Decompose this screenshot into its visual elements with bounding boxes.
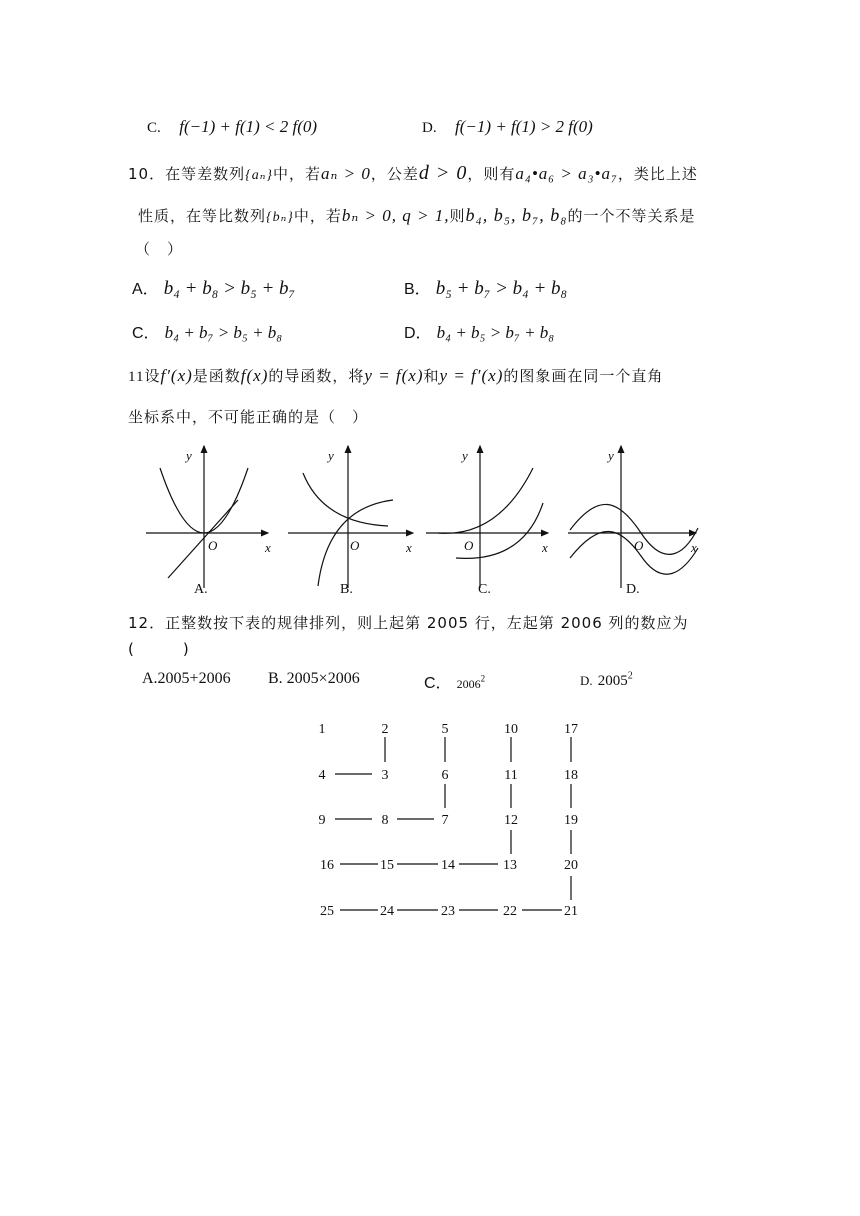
graph-b-x-label: x (406, 540, 412, 555)
q11-stem-line1 (128, 365, 663, 386)
q10-seq-a: {aₙ} (245, 168, 273, 183)
q10-option-b (404, 276, 567, 300)
q12-option-c-label: C． (424, 675, 452, 692)
q10-stem-line1 (128, 162, 698, 185)
graph-d-x-label: x (691, 540, 697, 555)
grid-cell: 19 (564, 813, 578, 828)
q9-option-d-label: D. (422, 120, 437, 136)
q11-graphs (138, 438, 708, 603)
q10-cond-a: aₙ > 0 (321, 164, 371, 183)
grid-cell: 3 (381, 768, 389, 783)
q11-stem-line2: 坐标系中，不可能正确的是（ ） (128, 408, 369, 426)
graph-c-y-label: y (462, 448, 468, 463)
q12-option-c-exp: 2 (480, 673, 486, 684)
q11-text: 的图象画在同一个直角 (503, 367, 664, 385)
graph-d-y-label: y (608, 448, 614, 463)
q12-text: 正整数按下表的规律排列，则上起第 2005 行，左起第 2006 列的数应为 (165, 614, 689, 632)
q12-number: 12． (128, 614, 166, 632)
q9-option-d-expr: f(−1) + f(1) > 2 f(0) (455, 117, 593, 136)
grid-cell: 9 (318, 813, 326, 828)
graph-a-y-label: y (186, 448, 192, 463)
grid-cell: 22 (503, 904, 517, 919)
graph-c-origin: O (464, 538, 474, 553)
q11-fprime: f′(x) (160, 366, 193, 385)
q10-option-d-expr: b₄ + b₅ > b₇ + b₈ (436, 323, 555, 342)
graph-b-curve1 (303, 473, 388, 526)
q10-number: 10． (128, 165, 166, 183)
graph-c-curve1 (438, 468, 533, 533)
q12-option-c (424, 670, 485, 693)
q10-cond-d: d > 0 (418, 162, 468, 184)
grid-cell: 20 (564, 858, 578, 873)
q10-paren: （ ） (135, 240, 184, 258)
q10-text: ，公差 (370, 165, 419, 183)
grid-cell: 11 (504, 768, 518, 783)
q12-option-b: B. 2005×2006 (268, 670, 360, 687)
q12-option-d-label: D. (580, 673, 593, 688)
q10-text: 中，若 (272, 165, 321, 183)
grid-cell: 2 (381, 722, 389, 737)
q10-option-a-label: A． (132, 281, 159, 298)
graph-d-caption: D. (626, 582, 640, 597)
q11-y-fprime: y = f′(x) (439, 366, 504, 385)
grid-cell: 12 (504, 813, 518, 828)
q10-option-c-label: C． (132, 325, 160, 342)
grid-cell: 16 (320, 858, 334, 873)
graph-a-origin: O (208, 538, 218, 553)
q10-text: 在等差数列 (165, 165, 246, 183)
q12-option-d-base: 2005 (597, 673, 628, 689)
q12-option-d-exp: 2 (627, 670, 633, 682)
q10-option-d (404, 320, 554, 343)
q12-option-d (580, 670, 633, 690)
graph-b-origin: O (350, 538, 360, 553)
graph-b-caption: B. (340, 582, 353, 597)
grid-cell: 4 (318, 768, 326, 783)
q11-text: 设 (144, 367, 161, 385)
q10-option-b-label: B． (404, 281, 431, 298)
q12-option-c-base: 2006 (456, 677, 481, 691)
grid-cell: 14 (441, 858, 455, 873)
q10-cond-b: bₙ > 0, q > 1, (341, 206, 450, 225)
graph-a-x-label: x (265, 540, 271, 555)
q11-text: 的导函数，将 (268, 367, 365, 385)
q10-text: ，则有 (467, 165, 516, 183)
q11-fx: f(x) (240, 366, 269, 385)
q10-text: 的一个不等关系是 (567, 207, 696, 225)
q11-text: 是函数 (192, 367, 241, 385)
q10-text: 则 (449, 207, 466, 225)
q12-option-a: A.2005+2006 (142, 670, 231, 687)
grid-cell: 5 (441, 722, 449, 737)
q11-y-f: y = f(x) (364, 366, 424, 385)
q10-option-d-label: D． (404, 325, 432, 342)
grid-cell: 15 (380, 858, 394, 873)
graph-c-caption: C. (478, 582, 491, 597)
q10-text: 性质，在等比数列 (138, 207, 267, 225)
q10-option-c-expr: b₄ + b₇ > b₅ + b₈ (164, 323, 283, 342)
q10-option-a (132, 276, 295, 300)
q12-stem (128, 612, 689, 633)
grid-cell: 1 (318, 722, 326, 737)
q9-option-c-expr: f(−1) + f(1) < 2 f(0) (179, 117, 318, 136)
graph-b-y-label: y (328, 448, 334, 463)
grid-cell: 13 (503, 858, 517, 873)
q12-paren: ( ) (128, 640, 190, 658)
grid-cell: 25 (320, 904, 334, 919)
q10-option-c (132, 320, 282, 343)
q10-terms: b₄, b₅, b₇, b₈ (465, 205, 568, 225)
grid-cell: 10 (504, 722, 518, 737)
q12-number-grid (300, 712, 600, 924)
q10-stem-line2 (138, 205, 696, 226)
q10-option-b-expr: b₅ + b₇ > b₄ + b₈ (435, 278, 568, 299)
q10-seq-b: {bₙ} (266, 210, 294, 225)
q10-text: 中，若 (293, 207, 342, 225)
grid-cell: 8 (381, 813, 389, 828)
graph-d-origin: O (634, 538, 644, 553)
q9-option-c-label: C. (147, 120, 161, 136)
grid-cell: 23 (441, 904, 455, 919)
grid-cell: 24 (380, 904, 394, 919)
q9-option-d (422, 117, 593, 137)
grid-cell: 6 (441, 768, 449, 783)
q9-option-c (147, 117, 317, 137)
grid-cell: 21 (564, 904, 578, 919)
q11-text: 和 (423, 367, 440, 385)
graph-c-x-label: x (542, 540, 548, 555)
grid-cell: 17 (564, 722, 578, 737)
grid-cell: 18 (564, 768, 578, 783)
graph-a-caption: A. (194, 582, 208, 597)
q10-ineq-a: a₄•a₆ > a₃•a₇ (515, 164, 618, 183)
grid-cell: 7 (441, 813, 449, 828)
q10-text: ，类比上述 (617, 165, 698, 183)
q11-number: 11 (128, 369, 145, 385)
q10-option-a-expr: b₄ + b₈ > b₅ + b₇ (163, 278, 296, 299)
